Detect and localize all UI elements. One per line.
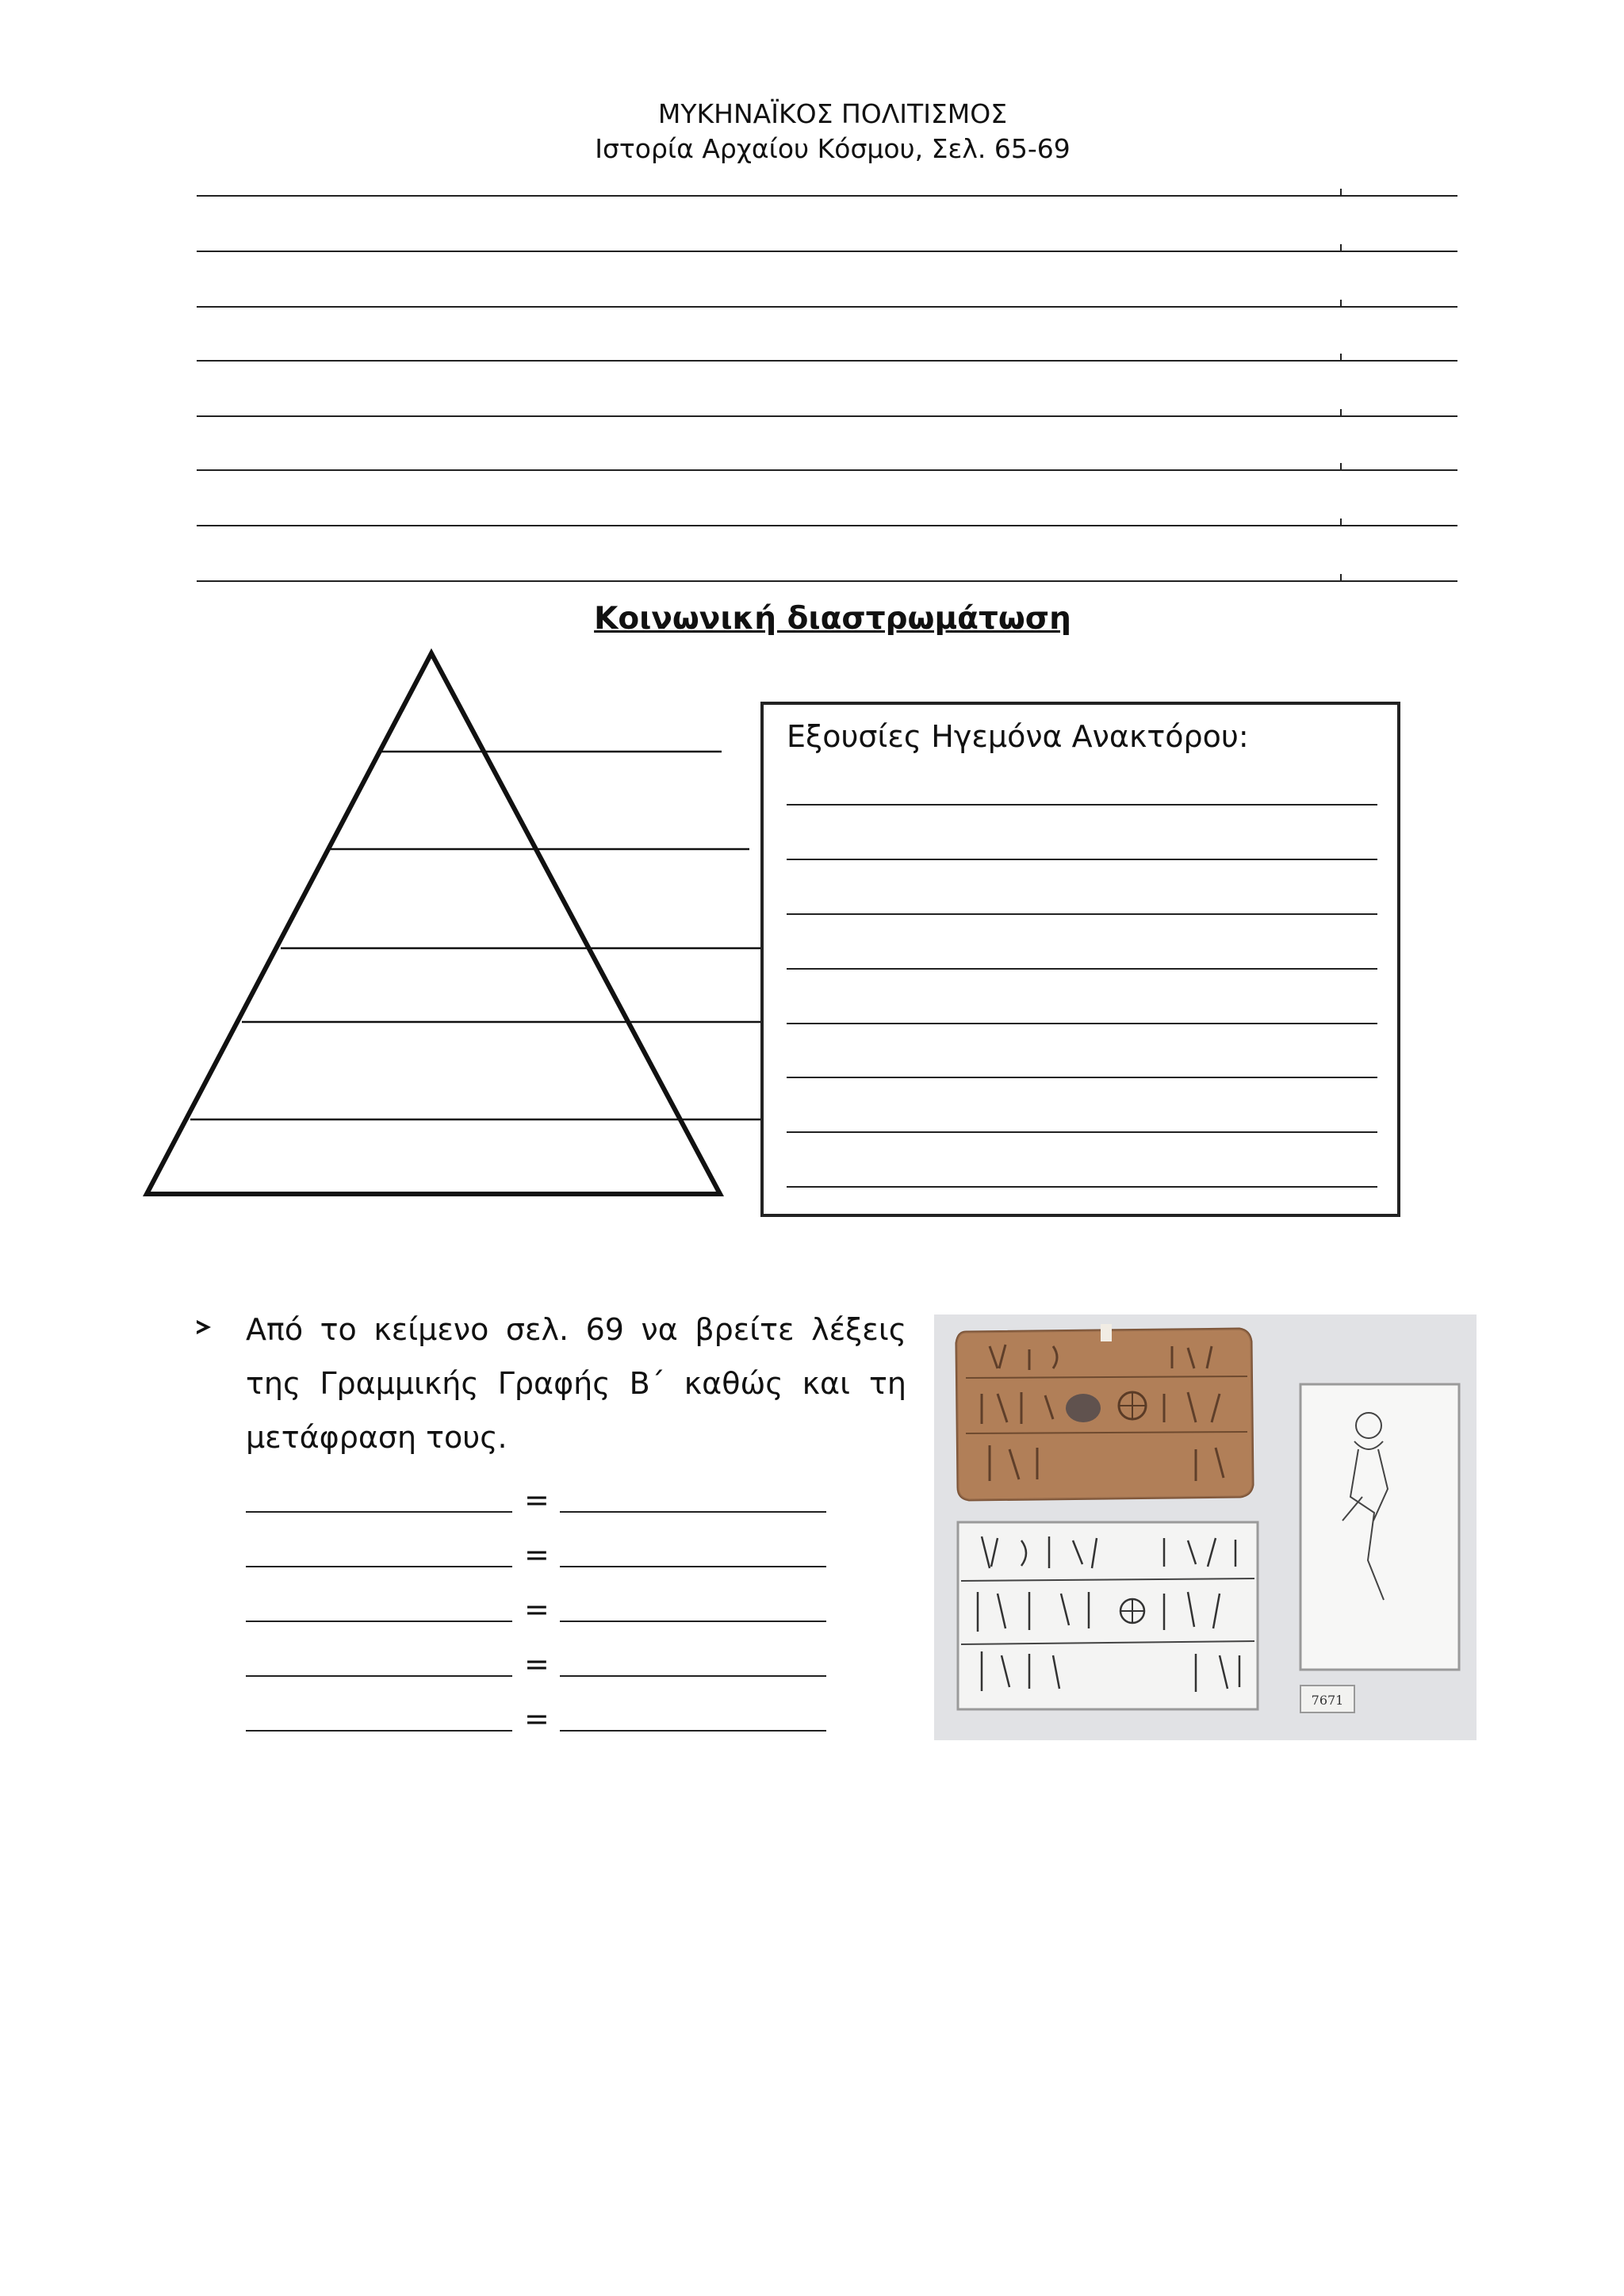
worksheet-header: [0, 97, 1624, 166]
answer-line[interactable]: [787, 913, 1377, 915]
linear-b-word-blank[interactable]: [246, 1566, 512, 1567]
linear-b-word-blank[interactable]: [246, 1621, 512, 1622]
line-divider-tick: [1340, 519, 1342, 526]
equals-sign: =: [524, 1483, 550, 1517]
linear-b-tablet-photo: [934, 1314, 1477, 1740]
equals-sign: =: [524, 1701, 550, 1736]
writing-line[interactable]: [197, 415, 1457, 417]
clay-tablet: [956, 1324, 1253, 1500]
word-translation-row: [246, 1590, 833, 1627]
answer-line[interactable]: [787, 859, 1377, 860]
arrow-bullet-icon: [197, 1320, 211, 1334]
answer-line[interactable]: [787, 968, 1377, 970]
linear-b-word-blank[interactable]: [246, 1675, 512, 1677]
word-translation-row: [246, 1700, 833, 1736]
writing-line[interactable]: [197, 251, 1457, 252]
line-divider-tick: [1340, 300, 1342, 308]
museum-label: [1300, 1686, 1354, 1712]
ruler-powers-box: [760, 702, 1400, 1217]
answer-line[interactable]: [787, 1186, 1377, 1188]
section-title: Κοινωνική διαστρωμάτωση: [594, 601, 1071, 637]
equals-sign: =: [524, 1537, 550, 1572]
answer-line[interactable]: [787, 1077, 1377, 1078]
line-divider-tick: [1340, 574, 1342, 582]
writing-line[interactable]: [197, 525, 1457, 526]
equals-sign: =: [524, 1592, 550, 1627]
equals-sign: =: [524, 1647, 550, 1682]
line-divider-tick: [1340, 354, 1342, 362]
writing-line[interactable]: [197, 306, 1457, 308]
figure-drawing: [1300, 1384, 1459, 1670]
exercise-instructions: Από το κείμενο σελ. 69 να βρείτε λέξεις της Γραμμικής Γραφής Β΄ καθώς και τη μετάφραση τους.: [246, 1312, 906, 1455]
translation-blank[interactable]: [560, 1730, 826, 1732]
ruler-powers-label: Εξουσίες Ηγεμόνα Ανακτόρου:: [787, 719, 1249, 754]
word-translation-row: [246, 1645, 833, 1682]
writing-line[interactable]: [197, 469, 1457, 471]
linear-b-word-blank[interactable]: [246, 1730, 512, 1732]
line-divider-tick: [1340, 463, 1342, 471]
answer-line[interactable]: [787, 1023, 1377, 1024]
line-divider-tick: [1340, 189, 1342, 197]
answer-line[interactable]: [787, 804, 1377, 806]
translation-blank[interactable]: [560, 1511, 826, 1513]
translation-blank[interactable]: [560, 1566, 826, 1567]
writing-line[interactable]: [197, 580, 1457, 582]
museum-label-number: 7671: [1311, 1693, 1344, 1708]
translation-blank[interactable]: [560, 1621, 826, 1622]
writing-line[interactable]: [197, 360, 1457, 362]
pyramid-outline: [147, 653, 720, 1194]
worksheet-title: ΜΥΚΗΝΑΪΚΟΣ ΠΟΛΙΤΙΣΜΟΣ: [657, 98, 1008, 129]
word-translation-row: [246, 1536, 833, 1572]
translation-blank[interactable]: [560, 1675, 826, 1677]
worksheet-subtitle: Ιστορία Αρχαίου Κόσμου, Σελ. 65-69: [595, 133, 1071, 164]
word-translation-row: [246, 1481, 833, 1517]
linear-b-word-blank[interactable]: [246, 1511, 512, 1513]
line-divider-tick: [1340, 244, 1342, 252]
tablet-drawing: [958, 1522, 1258, 1709]
social-pyramid-diagram: [135, 642, 769, 1205]
answer-line[interactable]: [787, 1131, 1377, 1133]
line-divider-tick: [1340, 409, 1342, 417]
writing-line[interactable]: [197, 195, 1457, 197]
